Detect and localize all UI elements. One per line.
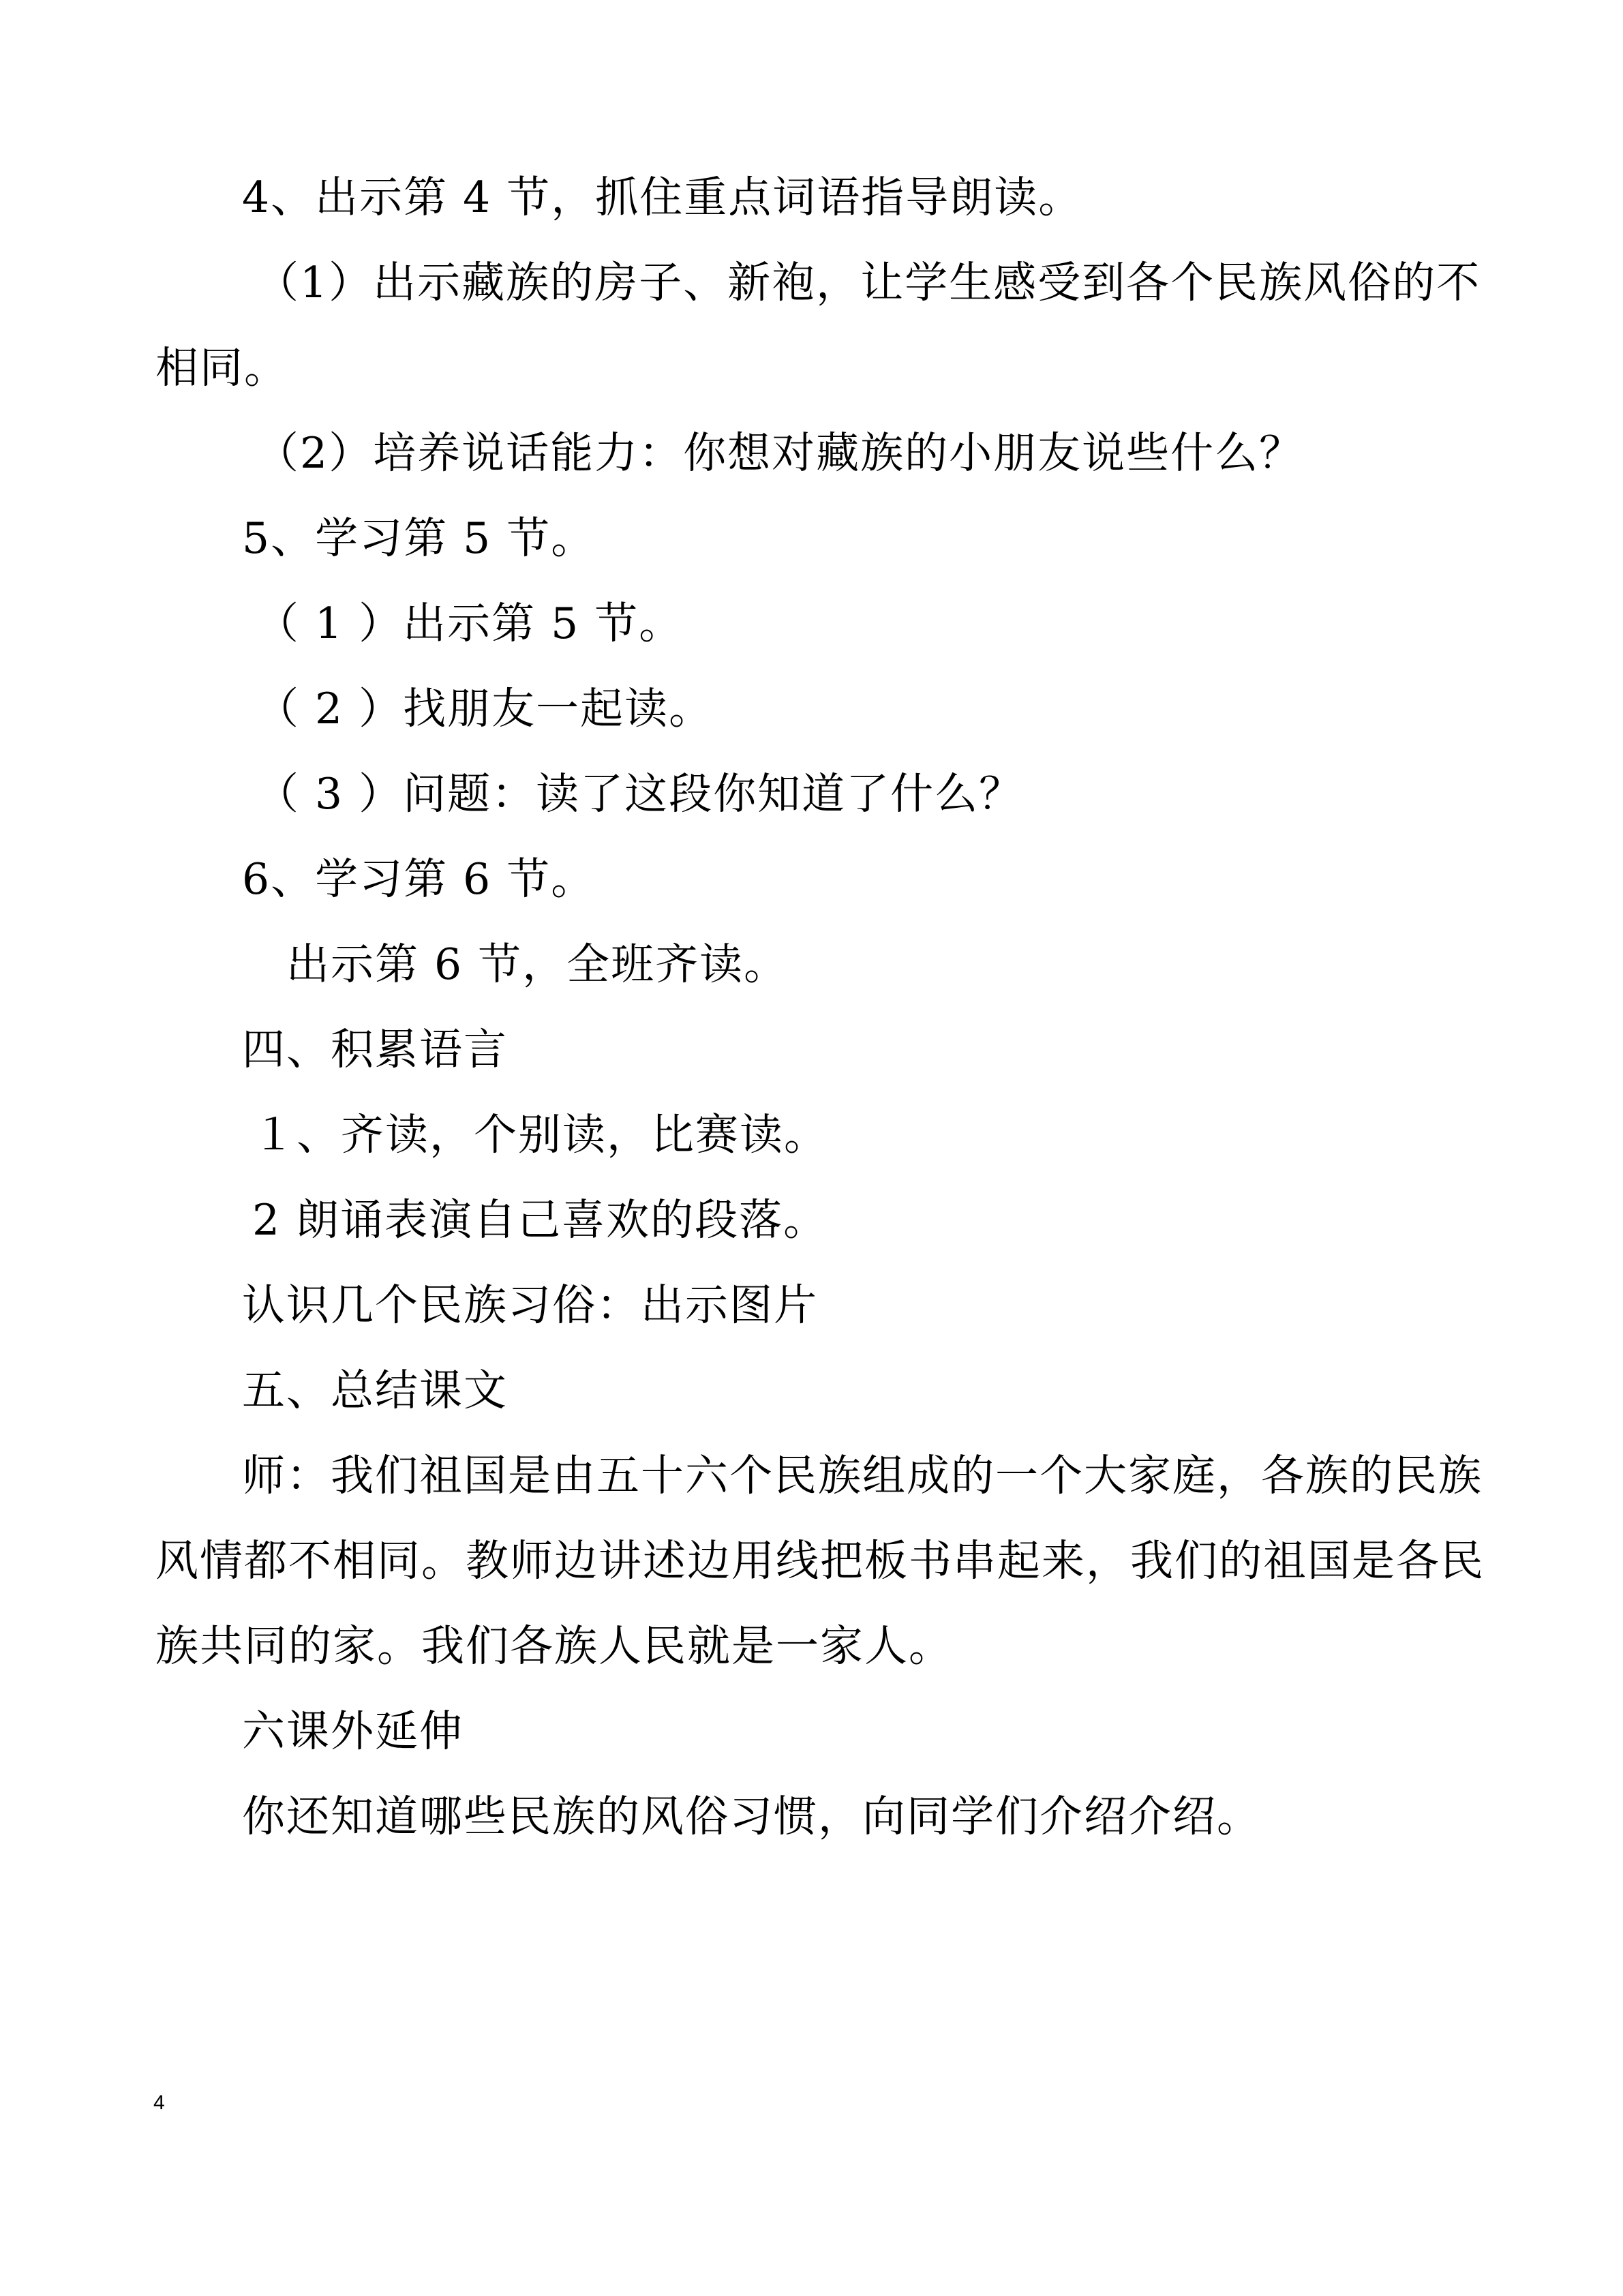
text-line: 你还知道哪些民族的风俗习惯，向同学们介绍介绍。 xyxy=(242,1792,1261,1841)
text-line: １、齐读，个别读，比赛读。 xyxy=(252,1110,828,1160)
text-line: 风情都不相同。教师边讲述边用线把板书串起来，我们的祖国是各民 xyxy=(155,1536,1485,1586)
text-line: 认识几个民族习俗：出示图片 xyxy=(242,1280,818,1330)
text-line: 族共同的家。我们各族人民就是一家人。 xyxy=(155,1621,953,1671)
text-line: 2 朗诵表演自己喜欢的段落。 xyxy=(252,1195,828,1245)
text-line: 6、学习第 6 节。 xyxy=(242,854,596,904)
section-heading: 四、积累语言 xyxy=(242,1025,508,1074)
text-line: 师：我们祖国是由五十六个民族组成的一个大家庭，各族的民族 xyxy=(242,1451,1483,1500)
text-line: （1）出示藏族的房子、新袍，让学生感受到各个民族风俗的不 xyxy=(256,258,1481,307)
section-heading: 五、总结课文 xyxy=(242,1365,508,1415)
text-line: 相同。 xyxy=(155,343,288,393)
page-number: 4 xyxy=(153,2091,165,2114)
text-line: （2）培养说话能力：你想对藏族的小朋友说些什么？ xyxy=(256,428,1304,478)
text-line: （ 2 ）找朋友一起读。 xyxy=(256,684,714,734)
text-line: 4、出示第 4 节，抓住重点词语指导朗读。 xyxy=(242,172,1083,222)
text-line: 出示第 6 节，全班齐读。 xyxy=(286,939,789,989)
text-line: （ 3 ）问题：读了这段你知道了什么？ xyxy=(256,769,1024,819)
text-line: 5、学习第 5 节。 xyxy=(242,513,596,563)
section-heading: 六课外延伸 xyxy=(242,1706,464,1756)
text-line: （ 1 ）出示第 5 节。 xyxy=(256,599,684,648)
